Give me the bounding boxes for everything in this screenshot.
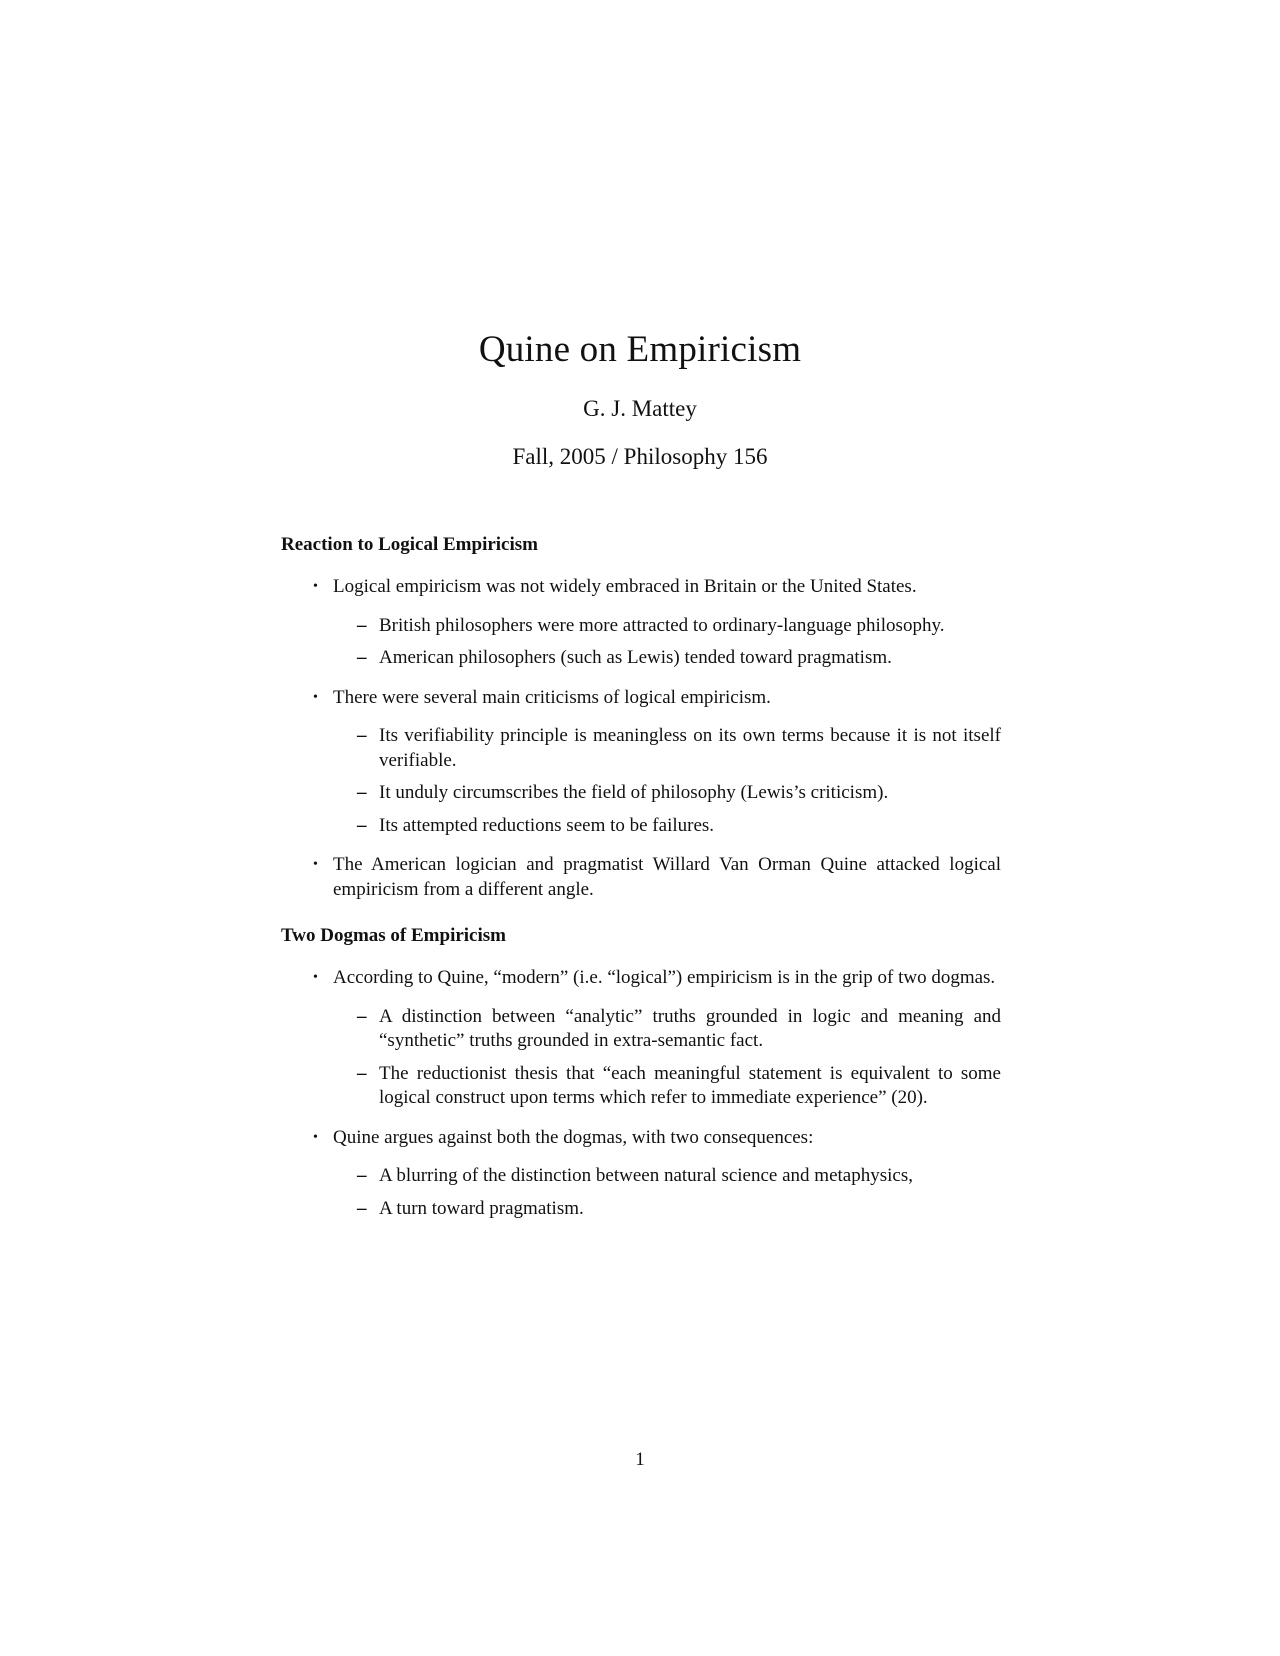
bullet-marker: • xyxy=(313,970,318,985)
bullet-marker: • xyxy=(313,857,318,872)
sub-item-text: British philosophers were more attracted to ordinary-language philosophy. xyxy=(379,614,945,636)
dash-marker: – xyxy=(357,647,367,668)
sub-item-text: American philosophers (such as Lewis) tended toward pragmatism. xyxy=(379,647,892,668)
sub-item-text: The reductionist thesis that “each meaningful statement is equivalent to some logical construct upon terms which refer to immediate experience” (20). xyxy=(379,1062,1001,1108)
bullet-text: According to Quine, “modern” (i.e. “logical”) empiricism is in the grip of two dogmas. xyxy=(333,967,996,988)
bullet-text: There were several main criticisms of logical empiricism. xyxy=(333,686,771,708)
sub-item xyxy=(357,724,1001,773)
sub-item xyxy=(357,1005,1001,1054)
dash-marker: – xyxy=(357,1197,367,1219)
sub-item-text: A blurring of the distinction between natural science and metaphysics, xyxy=(379,1165,913,1186)
bullet-item xyxy=(313,1126,1001,1222)
sub-list xyxy=(333,1164,1001,1221)
bullet-text: Logical empiricism was not widely embraced in Britain or the United States. xyxy=(333,576,917,597)
sub-list xyxy=(333,614,1001,671)
bullet-list xyxy=(281,966,1001,1221)
bullet-item xyxy=(313,686,1001,839)
bullet-text: The American logician and pragmatist Willard Van Orman Quine attacked logical empiricism from a different angle. xyxy=(333,854,1001,900)
sub-item xyxy=(357,614,1001,639)
sub-item-text: It unduly circumscribes the field of philosophy (Lewis’s criticism). xyxy=(379,782,889,803)
sub-item xyxy=(357,781,1001,806)
sub-list xyxy=(333,1005,1001,1111)
bullet-marker: • xyxy=(313,1129,318,1145)
bullet-item xyxy=(313,575,1001,671)
document-author: G. J. Mattey xyxy=(583,396,697,421)
dash-marker: – xyxy=(357,782,367,803)
dash-marker: – xyxy=(357,1062,367,1084)
page-number: 1 xyxy=(635,1449,645,1470)
bullet-item xyxy=(313,853,1001,902)
sub-item-text: Its verifiability principle is meaningless on its own terms because it is not itself verifiable. xyxy=(379,725,1001,771)
document-body xyxy=(281,533,1001,1221)
sub-item-text: A turn toward pragmatism. xyxy=(379,1197,584,1219)
sub-item-text: Its attempted reductions seem to be failures. xyxy=(379,814,715,836)
document-course: Fall, 2005 / Philosophy 156 xyxy=(512,444,768,469)
document-title: Quine on Empiricism xyxy=(478,329,802,370)
dash-marker: – xyxy=(357,614,367,636)
section-heading: Reaction to Logical Empiricism xyxy=(281,534,538,555)
dash-marker: – xyxy=(357,814,367,836)
bullet-list xyxy=(281,575,1001,902)
bullet-text: Quine argues against both the dogmas, with two consequences: xyxy=(333,1126,814,1148)
sub-item xyxy=(357,814,1001,839)
dash-marker: – xyxy=(357,1165,367,1186)
sub-item-text: A distinction between “analytic” truths grounded in logic and meaning and “synthetic” truths grounded in extra-semantic fact. xyxy=(379,1005,1001,1051)
section-reaction-to-logical-empiricism xyxy=(281,533,1001,902)
bullet-item xyxy=(313,966,1001,1111)
bullet-marker: • xyxy=(313,579,318,594)
sub-item xyxy=(357,1062,1001,1111)
sub-list xyxy=(333,724,1001,838)
dash-marker: – xyxy=(357,725,367,746)
section-heading: Two Dogmas of Empiricism xyxy=(281,925,506,946)
sub-item xyxy=(357,1197,1001,1222)
title-block xyxy=(0,328,1280,472)
bullet-marker: • xyxy=(313,689,318,705)
section-two-dogmas-of-empiricism xyxy=(281,924,1001,1221)
sub-item xyxy=(357,1164,1001,1189)
sub-item xyxy=(357,646,1001,671)
dash-marker: – xyxy=(357,1005,367,1027)
